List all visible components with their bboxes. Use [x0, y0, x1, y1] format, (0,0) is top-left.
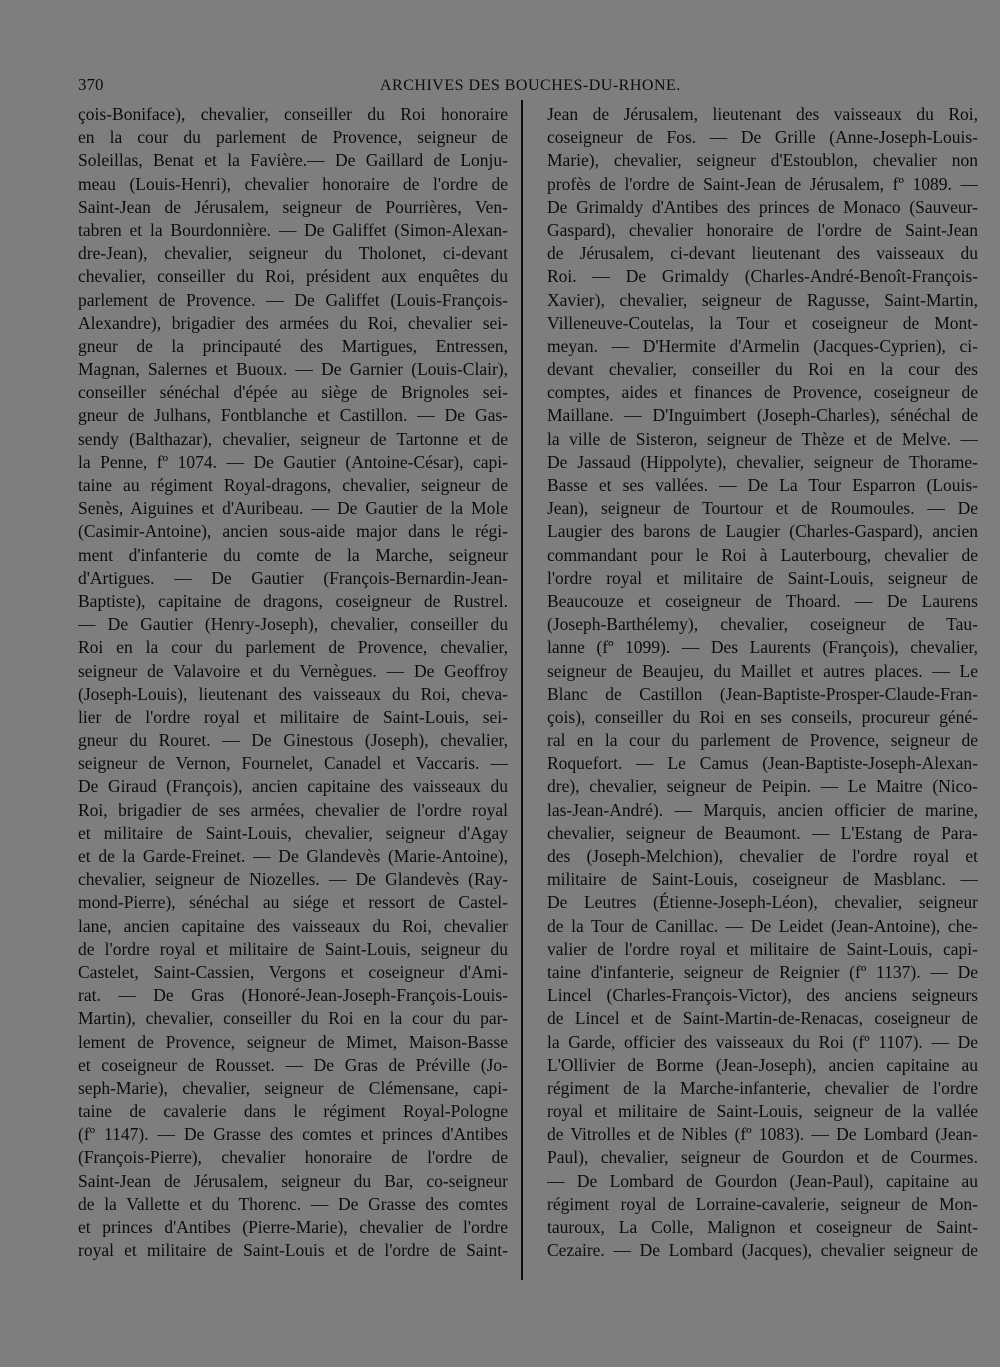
- text-line: Saint-Jean de Jérusalem, seigneur du Bar, co-seigneur: [78, 1170, 508, 1191]
- text-line: dre-Jean), chevalier, seigneur du Tholonet, ci-devant: [78, 243, 508, 264]
- text-line: et de la Garde-Freinet. — De Glandevès (Marie-Antoine),: [78, 846, 508, 866]
- text-line: Cezaire. — De Lombard (Jacques), chevalier seigneur de: [547, 1240, 978, 1261]
- text-line: Lincel (Charles-François-Victor), des anciens seigneurs: [547, 985, 978, 1006]
- text-line: Saint-Jean de Jérusalem, seigneur de Pourrières, Ven-: [78, 196, 508, 217]
- text-line: commandant pour le Roi à Lauterbourg, chevalier de: [547, 544, 978, 565]
- text-line: chevalier, conseiller du Roi, président aux enquêtes du: [78, 266, 508, 287]
- text-line: Alexandre), brigadier des armées du Roi, chevalier sei-: [78, 312, 508, 333]
- text-line: et militaire de Saint-Louis, chevalier, seigneur d'Agay: [78, 822, 508, 843]
- text-line: ral en la cour du parlement de Provence, seigneur de: [547, 730, 978, 751]
- text-line: Roi. — De Grimaldy (Charles-André-Benoît-François-: [547, 266, 978, 287]
- column-divider: [521, 100, 523, 1280]
- text-line: régiment royal de Lorraine-cavalerie, seigneur de Mon-: [547, 1193, 978, 1214]
- text-line: taine au régiment Royal-dragons, chevalier, seigneur de: [78, 475, 508, 495]
- text-line: l'ordre royal et militaire de Saint-Louis, seigneur de: [547, 567, 978, 588]
- text-line: régiment de la Marche-infanterie, chevalier de l'ordre: [547, 1077, 978, 1098]
- text-line: ment d'infanterie du comte de la Marche, seigneur: [78, 544, 508, 565]
- text-line: de Jérusalem, ci-devant lieutenant des vaisseaux du: [547, 243, 978, 264]
- text-line: seph-Marie), chevalier, seigneur de Clémensane, capi-: [78, 1077, 508, 1098]
- text-line: devant chevalier, conseiller du Roi en la cour des: [547, 359, 978, 380]
- text-line: (Joseph-Barthélemy), chevalier, coseigneur de Tau-: [547, 614, 978, 635]
- left-column: [78, 103, 508, 1262]
- text-line: meyan. — D'Hermite d'Armelin (Jacques-Cyprien), ci-: [547, 335, 978, 356]
- text-line: coseigneur de Fos. — De Grille (Anne-Joseph-Louis-: [547, 127, 978, 148]
- text-line: Roi en la cour du parlement de Provence, chevalier,: [78, 637, 508, 658]
- text-line: Marie), chevalier, seigneur d'Estoublon, chevalier non: [547, 150, 978, 171]
- text-line: Paul), chevalier, seigneur de Gourdon et de Courmes.: [547, 1147, 978, 1168]
- text-line: mond-Pierre), sénéchal au siége et ressort de Castel-: [78, 892, 508, 913]
- text-line: Baptiste), capitaine de dragons, coseigneur de Rustrel.: [78, 590, 508, 611]
- text-line: De Jassaud (Hippolyte), chevalier, seigneur de Thorame-: [547, 451, 978, 472]
- text-line: parlement de Provence. — De Galiffet (Louis-François-: [78, 289, 508, 310]
- text-line: comptes, aides et finances de Provence, coseigneur de: [547, 382, 978, 403]
- text-line: Gaspard), chevalier honoraire de l'ordre de Saint-Jean: [547, 219, 978, 240]
- text-line: de Vitrolles et de Nibles (fº 1083). — De Lombard (Jean-: [547, 1124, 978, 1145]
- running-title: ARCHIVES DES BOUCHES-DU-RHONE.: [380, 77, 681, 94]
- text-line: Senès, Aiguines et d'Auribeau. — De Gautier de la Mole: [78, 498, 508, 519]
- text-line: — De Gautier (Henry-Joseph), chevalier, conseiller du: [78, 614, 508, 635]
- text-line: d'Artigues. — De Gautier (François-Bernardin-Jean-: [78, 567, 508, 588]
- text-line: lement de Provence, seigneur de Mimet, Maison-Basse: [78, 1031, 508, 1052]
- text-line: seigneur de Beaujeu, du Maillet et autres places. — Le: [547, 660, 978, 681]
- text-line: taine d'infanterie, seigneur de Reignier (fº 1137). — De: [547, 961, 978, 982]
- text-line: et coseigneur de Rousset. — De Gras de Préville (Jo-: [78, 1054, 508, 1075]
- text-line: Martin), chevalier, conseiller du Roi en la cour du par-: [78, 1008, 508, 1029]
- text-line: Basse et ses vallées. — De La Tour Esparron (Louis-: [547, 475, 978, 495]
- text-line: royal et militaire de Saint-Louis et de l'ordre de Saint-: [78, 1240, 508, 1261]
- text-line: Xavier), chevalier, seigneur de Ragusse, Saint-Martin,: [547, 289, 978, 310]
- text-line: De Giraud (François), ancien capitaine des vaisseaux du: [78, 776, 508, 797]
- text-line: gneur de Julhans, Fontblanche et Castillon. — De Gas-: [78, 405, 508, 426]
- text-line: chevalier, seigneur de Beaumont. — L'Estang de Para-: [547, 822, 978, 843]
- text-line: de la Tour de Canillac. — De Leidet (Jean-Antoine), che-: [547, 915, 978, 936]
- text-line: profès de l'ordre de Saint-Jean de Jérusalem, fº 1089. —: [547, 173, 978, 194]
- text-line: chevalier, seigneur de Niozelles. — De Glandevès (Ray-: [78, 869, 508, 890]
- text-line: lane, ancien capitaine des vaisseaux du Roi, chevalier: [78, 915, 508, 936]
- text-line: seigneur de Vernon, Fournelet, Canadel et Vaccaris. —: [78, 753, 508, 774]
- text-line: L'Ollivier de Borme (Jean-Joseph), ancien capitaine au: [547, 1054, 978, 1075]
- text-line: — De Lombard de Gourdon (Jean-Paul), capitaine au: [547, 1170, 978, 1191]
- text-line: rat. — De Gras (Honoré-Jean-Joseph-François-Louis-: [78, 985, 508, 1006]
- text-line: lier de l'ordre royal et militaire de Saint-Louis, sei-: [78, 706, 508, 727]
- text-line: des (Joseph-Melchion), chevalier de l'ordre royal et: [547, 846, 978, 866]
- text-line: royal et militaire de Saint-Louis, seigneur de la vallée: [547, 1101, 978, 1122]
- text-line: las-Jean-André). — Marquis, ancien officier de marine,: [547, 799, 978, 820]
- text-line: De Grimaldy d'Antibes des princes de Monaco (Sauveur-: [547, 196, 978, 217]
- page-number: 370: [78, 75, 104, 94]
- text-line: Jean), seigneur de Tourtour et de Roumoules. — De: [547, 498, 978, 519]
- text-line: la Garde, officier des vaisseaux du Roi (fº 1107). — De: [547, 1031, 978, 1052]
- text-line: meau (Louis-Henri), chevalier honoraire de l'ordre de: [78, 173, 508, 194]
- text-line: sendy (Balthazar), chevalier, seigneur de Tartonne et de: [78, 428, 508, 449]
- text-line: de la Vallette et du Thorenc. — De Grasse des comtes: [78, 1193, 508, 1214]
- text-line: en la cour du parlement de Provence, seigneur de: [78, 127, 508, 148]
- text-line: conseiller sénéchal d'épée au siège de Brignoles sei-: [78, 382, 508, 403]
- text-line: tauroux, La Colle, Malignon et coseigneur de Saint-: [547, 1217, 978, 1237]
- text-line: dre), chevalier, seigneur de Peipin. — Le Maitre (Nico-: [547, 776, 978, 797]
- text-line: lanne (fº 1099). — Des Laurents (François), chevalier,: [547, 637, 978, 658]
- text-line: (fº 1147). — De Grasse des comtes et princes d'Antibes: [78, 1124, 508, 1145]
- text-line: Villeneuve-Coutelas, la Tour et coseigneur de Mont-: [547, 312, 978, 333]
- text-line: la Penne, fº 1074. — De Gautier (Antoine-César), capi-: [78, 451, 508, 472]
- text-line: valier de l'ordre royal et militaire de Saint-Louis, capi-: [547, 938, 978, 959]
- text-line: Laugier des barons de Laugier (Charles-Gaspard), ancien: [547, 521, 978, 542]
- text-line: gneur de la principauté des Martigues, Entressen,: [78, 335, 508, 356]
- text-line: de l'ordre royal et militaire de Saint-Louis, seigneur du: [78, 938, 508, 959]
- text-line: tabren et la Bourdonnière. — De Galiffet (Simon-Alexan-: [78, 219, 508, 240]
- text-line: Maillane. — D'Inguimbert (Joseph-Charles), sénéchal de: [547, 405, 978, 426]
- text-line: Beaucouze et coseigneur de Thoard. — De Laurens: [547, 590, 978, 611]
- text-line: taine de cavalerie dans le régiment Royal-Pologne: [78, 1101, 508, 1122]
- text-line: çois-Boniface), chevalier, conseiller du Roi honoraire: [78, 104, 508, 124]
- text-line: la ville de Sisteron, seigneur de Thèze et de Melve. —: [547, 428, 978, 449]
- text-line: Soleillas, Benat et la Favière.— De Gaillard de Lonju-: [78, 150, 508, 171]
- text-line: de Lincel et de Saint-Martin-de-Renacas, coseigneur de: [547, 1008, 978, 1029]
- text-line: çois), conseiller du Roi en ses conseils, procureur géné-: [547, 706, 978, 727]
- text-line: gneur du Rouret. — De Ginestous (Joseph), chevalier,: [78, 730, 508, 751]
- text-line: Magnan, Salernes et Buoux. — De Garnier (Louis-Clair),: [78, 359, 508, 380]
- text-line: (François-Pierre), chevalier honoraire de l'ordre de: [78, 1147, 508, 1168]
- text-line: Jean de Jérusalem, lieutenant des vaisseaux du Roi,: [547, 104, 978, 124]
- text-line: (Casimir-Antoine), ancien sous-aide major dans le régi-: [78, 521, 508, 542]
- text-line: Roi, brigadier de ses armées, chevalier de l'ordre royal: [78, 799, 508, 820]
- text-line: Roquefort. — Le Camus (Jean-Baptiste-Joseph-Alexan-: [547, 753, 978, 774]
- text-line: et princes d'Antibes (Pierre-Marie), chevalier de l'ordre: [78, 1217, 508, 1237]
- text-line: De Leutres (Étienne-Joseph-Léon), chevalier, seigneur: [547, 892, 978, 913]
- text-line: militaire de Saint-Louis, coseigneur de Masblanc. —: [547, 869, 978, 890]
- right-column: [547, 103, 978, 1262]
- text-line: (Joseph-Louis), lieutenant des vaisseaux du Roi, cheva-: [78, 683, 508, 704]
- text-line: Blanc de Castillon (Jean-Baptiste-Prosper-Claude-Fran-: [547, 683, 978, 704]
- text-line: seigneur de Valavoire et du Vernègues. — De Geoffroy: [78, 660, 508, 681]
- text-line: Castelet, Saint-Cassien, Vergons et coseigneur d'Ami-: [78, 961, 508, 982]
